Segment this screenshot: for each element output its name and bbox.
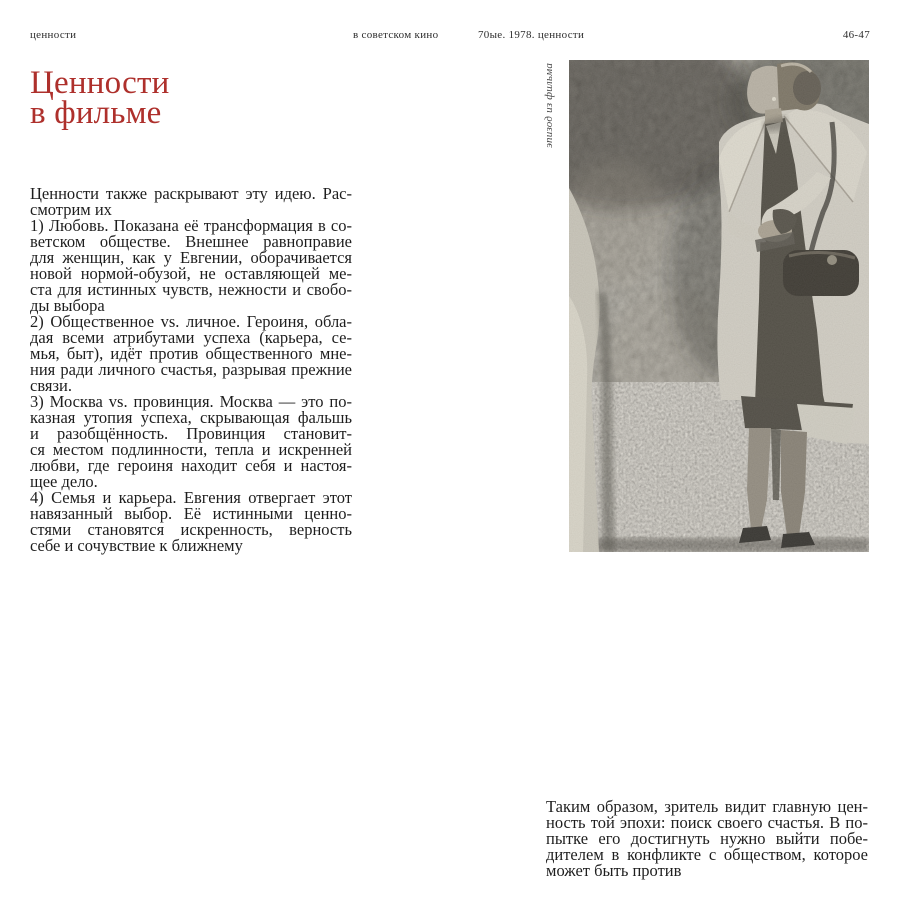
text-line: 3) Москва vs. провинция. Москва — это по- xyxy=(30,392,352,411)
text-line: новой нормой-обузой, не оставляющей ме- xyxy=(30,264,352,283)
text-line: Таким образом, зритель видит главную цен- xyxy=(546,797,868,816)
text-line: ния ради личного счастья, разрывая прежние xyxy=(30,360,352,379)
film-still-photo xyxy=(569,60,869,552)
text-line: для женщин, как у Евгении, оборачивается xyxy=(30,248,352,267)
running-head-context: в советском кино xyxy=(353,29,439,41)
text-line: навязанный выбор. Её истинными ценно- xyxy=(30,504,352,523)
text-line: смотрим их xyxy=(30,200,112,219)
text-line: щее дело. xyxy=(30,472,98,491)
text-line: 1) Любовь. Показана её трансформация в со- xyxy=(30,216,352,235)
page-title-line2: в фильме xyxy=(30,95,162,131)
text-line: может быть против xyxy=(546,861,682,880)
text-line: мья, быт), идёт против общественного мне- xyxy=(30,344,352,363)
text-line: пытке его достигнуть нужно выйти побе- xyxy=(546,829,868,848)
article-body xyxy=(30,186,352,554)
text-line: и разобщённость. Провинция становит- xyxy=(30,424,352,443)
running-head-chapter: 70ые. 1978. ценности xyxy=(478,29,585,41)
conclusion-paragraph xyxy=(546,799,868,879)
text-line: ста для истинных чувств, нежности и свобо- xyxy=(30,280,352,299)
page-title xyxy=(30,65,170,131)
text-line: связи. xyxy=(30,376,72,395)
page-numbers: 46-47 xyxy=(842,29,870,41)
text-line: ветском обществе. Внешнее равноправие xyxy=(30,232,352,251)
text-line: казная утопия успеха, скрывающая фальшь xyxy=(30,408,352,427)
text-line: 4) Семья и карьера. Евгения отвергает этот xyxy=(30,488,352,507)
text-line: себе и сочувствие к ближнему xyxy=(30,536,243,555)
text-line: ность той эпохи: поиск своего счастья. В по- xyxy=(546,813,868,832)
text-line: 2) Общественное vs. личное. Героиня, обла- xyxy=(30,312,352,331)
running-head-section: ценности xyxy=(30,29,77,41)
page-title-line1: Ценности xyxy=(30,65,170,101)
text-line: ся местом подлинности, тепла и искренней xyxy=(30,440,352,459)
text-line: ды выбора xyxy=(30,296,105,315)
text-line: стями становятся искренность, верность xyxy=(30,520,352,539)
text-line: любви, где героиня находит себя и настоя- xyxy=(30,456,352,475)
text-line: дителем в конфликте с обществом, которое xyxy=(546,845,868,864)
photo-caption-vertical: эпизод из фильма xyxy=(543,62,555,148)
text-line: дая всеми атрибутами успеха (карьера, се- xyxy=(30,328,352,347)
text-line: Ценности также раскрывают эту идею. Рас- xyxy=(30,184,352,203)
